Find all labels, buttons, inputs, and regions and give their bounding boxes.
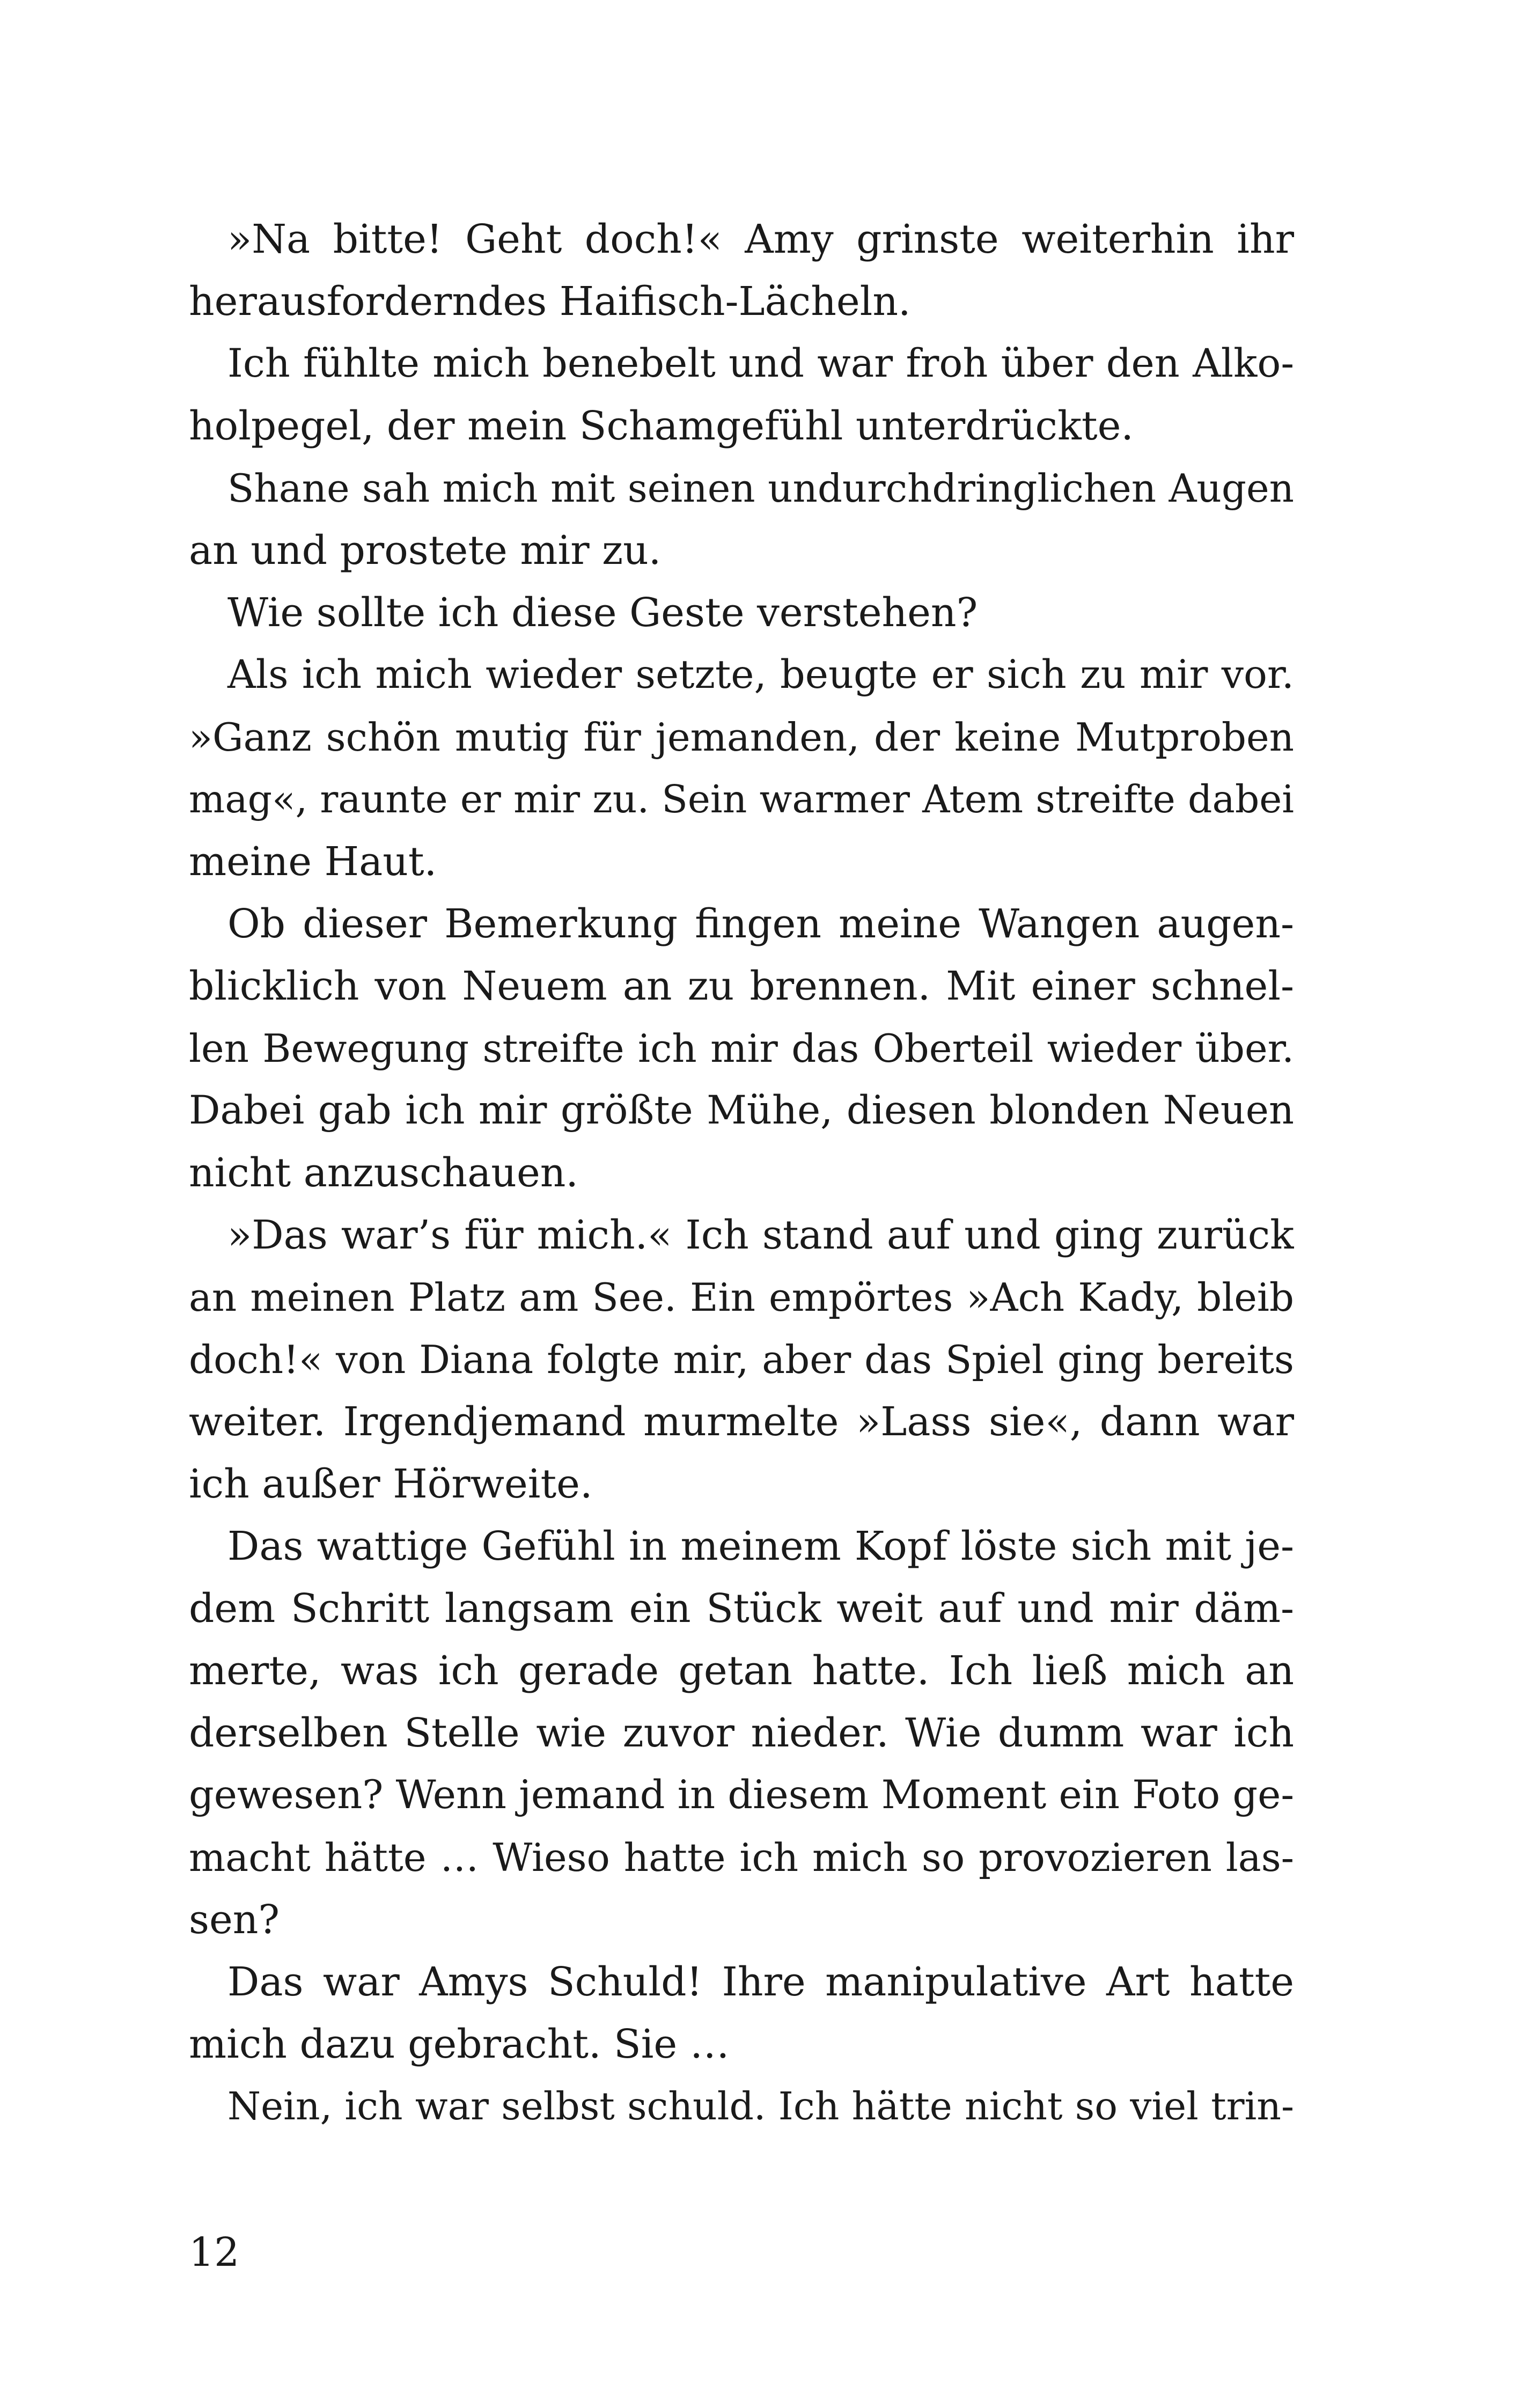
- text-line: dem Schritt langsam ein Stück weit auf und mir däm-: [189, 1585, 1294, 1632]
- text-line: Ob dieser Bemerkung fingen meine Wangen augen-: [227, 901, 1294, 947]
- text-line: derselben Stelle wie zuvor nieder. Wie dumm war ich: [189, 1710, 1294, 1756]
- text-line: merte, was ich gerade getan hatte. Ich ließ mich an: [189, 1648, 1294, 1694]
- text-line: len Bewegung streifte ich mir das Oberteil wieder über.: [189, 1026, 1294, 1071]
- text-line: »Das war’s für mich.« Ich stand auf und ging zurück: [227, 1212, 1294, 1258]
- text-line: an meinen Platz am See. Ein empörtes »Ach Kady, bleib: [189, 1275, 1294, 1320]
- text-line: Das wattige Gefühl in meinem Kopf löste sich mit je-: [227, 1523, 1294, 1569]
- text-line: ich außer Hörweite.: [189, 1461, 593, 1507]
- text-line: macht hätte … Wieso hatte ich mich so provozieren las-: [189, 1835, 1294, 1880]
- text-line: holpegel, der mein Schamgefühl unterdrückte.: [189, 403, 1134, 449]
- body-text: [189, 208, 1294, 2138]
- text-line: Shane sah mich mit seinen undurchdringlichen Augen: [227, 466, 1294, 511]
- text-line: weiter. Irgendjemand murmelte »Lass sie«, dann war: [189, 1399, 1294, 1445]
- text-line: mich dazu gebracht. Sie …: [189, 2021, 730, 2067]
- text-line: nicht anzuschauen.: [189, 1150, 578, 1196]
- text-line: Nein, ich war selbst schuld. Ich hätte nicht so viel trin-: [227, 2084, 1294, 2128]
- text-line: sen?: [189, 1897, 280, 1943]
- text-line: meine Haut.: [189, 839, 437, 885]
- text-line: blicklich von Neuem an zu brennen. Mit einer schnel-: [189, 963, 1294, 1009]
- text-line: doch!« von Diana folgte mir, aber das Spiel ging bereits: [189, 1337, 1294, 1382]
- text-line: Wie sollte ich diese Geste verstehen?: [227, 590, 978, 636]
- text-line: »Na bitte! Geht doch!« Amy grinste weiterhin ihr: [227, 216, 1294, 262]
- text-line: mag«, raunte er mir zu. Sein warmer Atem streifte dabei: [189, 777, 1294, 821]
- page-number: 12: [189, 2229, 240, 2275]
- text-line: Ich fühlte mich benebelt und war froh über den Alko-: [227, 341, 1294, 386]
- text-line: »Ganz schön mutig für jemanden, der keine Mutproben: [189, 715, 1294, 760]
- text-line: gewesen? Wenn jemand in diesem Moment ein Foto ge-: [189, 1772, 1294, 1818]
- text-line: an und prostete mir zu.: [189, 527, 662, 574]
- text-line: Das war Amys Schuld! Ihre manipulative Art hatte: [227, 1959, 1294, 2005]
- text-line: Als ich mich wieder setzte, beugte er sich zu mir vor.: [227, 652, 1294, 698]
- text-line: Dabei gab ich mir größte Mühe, diesen blonden Neuen: [189, 1088, 1294, 1133]
- text-line: herausforderndes Haifisch-Lächeln.: [189, 278, 911, 325]
